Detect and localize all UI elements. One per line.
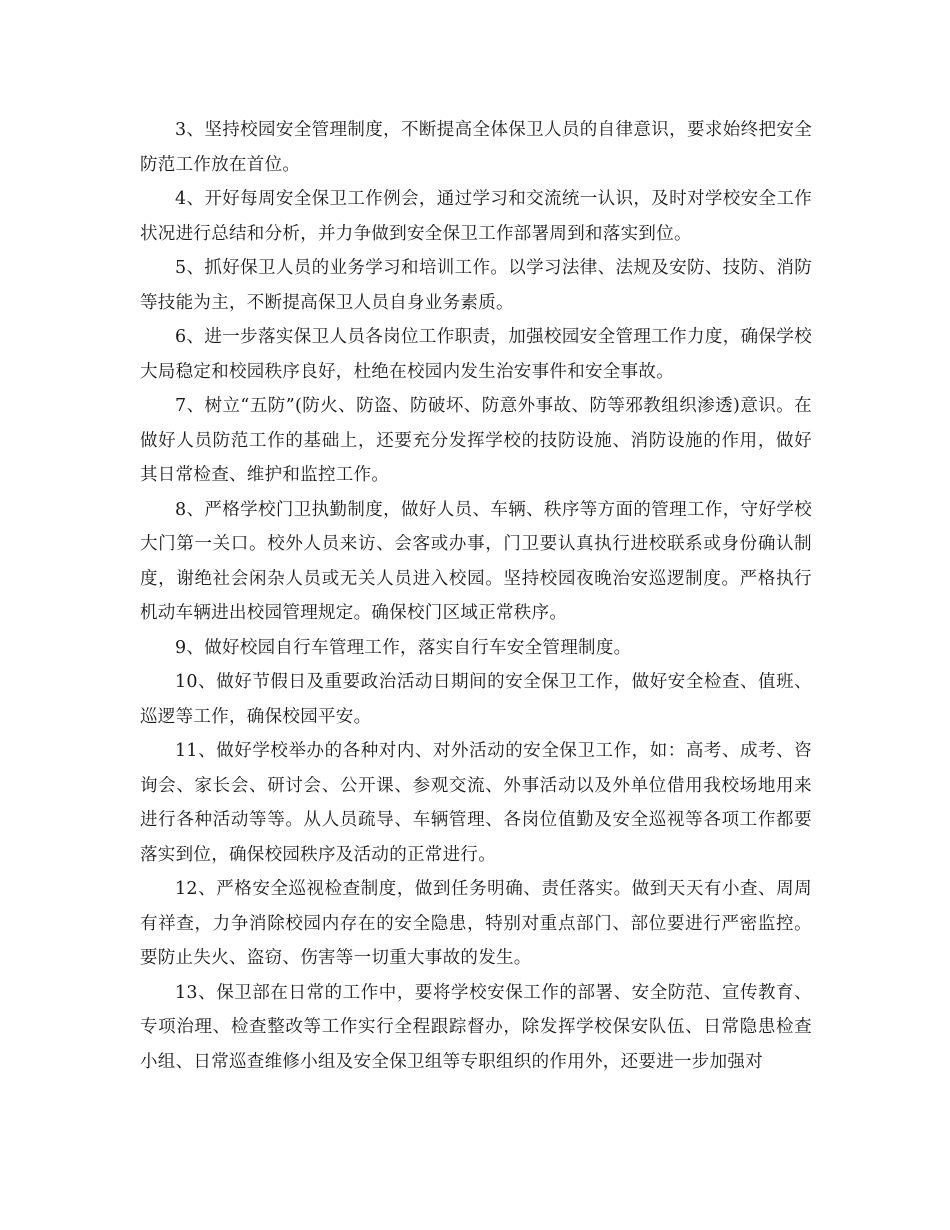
paragraph-item-4: 4、开好每周安全保卫工作例会，通过学习和交流统一认识，及时对学校安全工作状况进行总结和分析，并力争做到安全保卫工作部署周到和落实到位。: [140, 189, 812, 244]
paragraph-item-7: 7、树立“五防”(防火、防盗、防破坏、防意外事故、防等邪教组织渗透)意识。在做好人员防范工作的基础上，还要充分发挥学校的技防设施、消防设施的作用，做好其日常检查、维护和监控工作。: [140, 396, 812, 485]
paragraph-item-3: 3、坚持校园安全管理制度，不断提高全体保卫人员的自律意识，要求始终把安全防范工作放在首位。: [140, 120, 812, 175]
paragraph-item-6: 6、进一步落实保卫人员各岗位工作职责，加强校园安全管理工作力度，确保学校大局稳定和校园秩序良好，杜绝在校园内发生治安事件和安全事故。: [140, 327, 812, 382]
paragraph-item-13: 13、保卫部在日常的工作中，要将学校安保工作的部署、安全防范、宣传教育、专项治理、检查整改等工作实行全程跟踪督办，除发挥学校保安队伍、日常隐患检查小组、日常巡查维修小组及安全保卫组等专职组织的作用外，还要进一步加强对: [140, 982, 812, 1072]
paragraph-item-12: 12、严格安全巡视检查制度，做到任务明确、责任落实。做到天天有小查、周周有祥查，力争消除校园内存在的安全隐患，特别对重点部门、部位要进行严密监控。要防止失火、盗窃、伤害等一切重大事故的发生。: [140, 879, 812, 968]
paragraph-item-9: 9、做好校园自行车管理工作，落实自行车安全管理制度。: [175, 637, 632, 658]
document-body: [140, 113, 812, 1079]
paragraph-item-10: 10、做好节假日及重要政治活动日期间的安全保卫工作，做好安全检查、值班、巡逻等工作，确保校园平安。: [140, 672, 812, 727]
paragraph-item-11: 11、做好学校举办的各种对内、对外活动的安全保卫工作，如：高考、成考、咨询会、家长会、研讨会、公开课、参观交流、外事活动以及外单位借用我校场地用来进行各种活动等等。从人员疏导、车辆管理、各岗位值勤及安全巡视等各项工作都要落实到位，确保校园秩序及活动的正常进行。: [140, 741, 812, 865]
paragraph-item-8: 8、严格学校门卫执勤制度，做好人员、车辆、秩序等方面的管理工作，守好学校大门第一关口。校外人员来访、会客或办事，门卫要认真执行进校联系或身份确认制度，谢绝社会闲杂人员或无关人员进入校园。坚持校园夜晚治安巡逻制度。严格执行机动车辆进出校园管理规定。确保校门区域正常秩序。: [140, 499, 812, 623]
paragraph-item-5: 5、抓好保卫人员的业务学习和培训工作。以学习法律、法规及安防、技防、消防等技能为主，不断提高保卫人员自身业务素质。: [140, 258, 812, 313]
